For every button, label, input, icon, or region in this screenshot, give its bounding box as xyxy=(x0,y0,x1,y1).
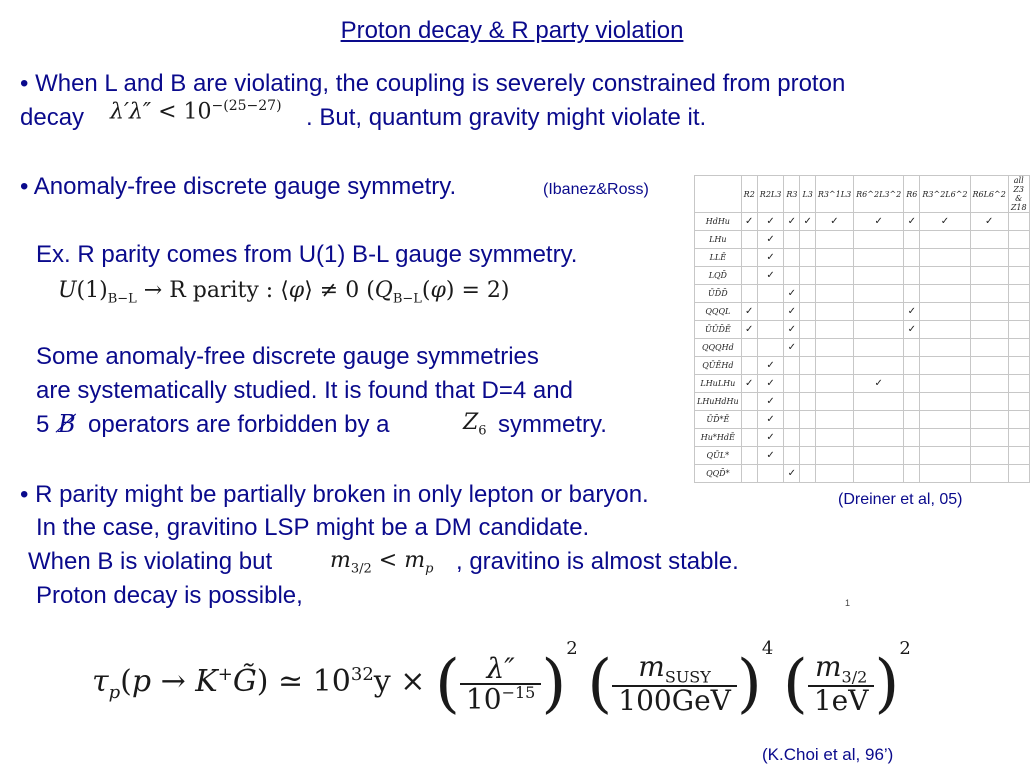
checkmark-cell: ✓ xyxy=(757,357,784,375)
checkmark-cell xyxy=(800,231,815,249)
bullet3-line3-post: , gravitino is almost stable. xyxy=(456,548,739,575)
checkmark-cell: ✓ xyxy=(757,393,784,411)
checkmark-cell xyxy=(1008,213,1029,231)
checkmark-cell xyxy=(784,429,800,447)
checkmark-cell xyxy=(784,357,800,375)
checkmark-cell xyxy=(920,267,970,285)
checkmark-cell xyxy=(1008,429,1029,447)
checkmark-cell xyxy=(970,447,1008,465)
bullet1-line1: • When L and B are violating, the coupling is severely constrained from proton xyxy=(20,70,846,97)
checkmark-cell: ✓ xyxy=(757,447,784,465)
checkmark-cell: ✓ xyxy=(784,339,800,357)
bullet3-line2: In the case, gravitino LSP might be a DM candidate. xyxy=(36,514,590,541)
table-header-cell: R6L6^2 xyxy=(970,176,1008,213)
checkmark-cell xyxy=(970,357,1008,375)
checkmark-cell: ✓ xyxy=(854,213,904,231)
checkmark-cell xyxy=(904,285,920,303)
checkmark-cell: ✓ xyxy=(904,213,920,231)
checkmark-cell xyxy=(920,321,970,339)
checkmark-cell xyxy=(815,303,853,321)
table-row xyxy=(695,321,1030,339)
table-row xyxy=(695,249,1030,267)
b-slash-symbol: B̸ xyxy=(58,410,76,438)
discrete-symmetry-table xyxy=(694,175,1030,483)
checkmark-cell xyxy=(970,231,1008,249)
checkmark-cell xyxy=(970,375,1008,393)
checkmark-cell xyxy=(854,249,904,267)
checkmark-cell xyxy=(904,339,920,357)
table-row xyxy=(695,339,1030,357)
bullet1-line2-post: . But, quantum gravity might violate it. xyxy=(306,104,707,131)
checkmark-cell: ✓ xyxy=(741,303,757,321)
checkmark-cell xyxy=(970,429,1008,447)
checkmark-cell xyxy=(1008,393,1029,411)
checkmark-cell xyxy=(815,429,853,447)
checkmark-cell xyxy=(970,285,1008,303)
checkmark-cell xyxy=(757,339,784,357)
checkmark-cell xyxy=(800,357,815,375)
checkmark-cell xyxy=(920,393,970,411)
table-row xyxy=(695,393,1030,411)
checkmark-cell xyxy=(1008,339,1029,357)
checkmark-cell xyxy=(970,465,1008,483)
checkmark-cell xyxy=(800,411,815,429)
bullet2-text: • Anomaly-free discrete gauge symmetry. xyxy=(20,173,457,200)
checkmark-cell xyxy=(854,285,904,303)
table-header-cell: R2 xyxy=(741,176,757,213)
proton-lifetime-formula: $\tau_p(p$ → K+G̃) ≃ $10^{32}y$ × ( $\frac{\lambda''}{10^{-15}}$ )$^2$ ( $\frac{m_{SUSY}}{\text{100GeV}}$ )$^4$ ( $\frac{m_{3/2}}{1eV}$ )$^2$ xyxy=(92,638,911,721)
checkmark-cell xyxy=(970,393,1008,411)
checkmark-cell xyxy=(815,231,853,249)
checkmark-cell xyxy=(904,393,920,411)
operator-cell: ŪŪD̄Ē xyxy=(695,321,742,339)
checkmark-cell xyxy=(854,411,904,429)
checkmark-cell: ✓ xyxy=(757,213,784,231)
checkmark-cell xyxy=(800,429,815,447)
checkmark-cell xyxy=(920,231,970,249)
checkmark-cell xyxy=(757,285,784,303)
checkmark-cell xyxy=(800,285,815,303)
operator-cell: HdHu xyxy=(695,213,742,231)
checkmark-cell xyxy=(815,465,853,483)
checkmark-cell xyxy=(784,447,800,465)
checkmark-cell: ✓ xyxy=(815,213,853,231)
operator-cell: LHuHdHu xyxy=(695,393,742,411)
checkmark-cell xyxy=(1008,465,1029,483)
checkmark-cell xyxy=(1008,267,1029,285)
checkmark-cell xyxy=(741,267,757,285)
operator-cell: QQQHd xyxy=(695,339,742,357)
checkmark-cell xyxy=(741,231,757,249)
checkmark-cell xyxy=(854,321,904,339)
operator-cell: LQD̄ xyxy=(695,267,742,285)
checkmark-cell xyxy=(784,411,800,429)
table-header-cell: L3 xyxy=(800,176,815,213)
checkmark-cell xyxy=(757,465,784,483)
table-header-row xyxy=(695,176,1030,213)
checkmark-cell xyxy=(784,393,800,411)
footer-citation: (K.Choi et al, 96’) xyxy=(762,745,894,764)
operator-cell: ŪD̄*Ē xyxy=(695,411,742,429)
checkmark-cell: ✓ xyxy=(800,213,815,231)
tiny-mark: 1 xyxy=(845,598,851,608)
bullet2-para-line3-pre: 5 xyxy=(36,411,50,438)
table-header-cell: R6^2L3^2 xyxy=(854,176,904,213)
table-row xyxy=(695,429,1030,447)
checkmark-cell xyxy=(784,375,800,393)
bullet1-formula: $\lambda'\lambda'' < 10^{-(25-27)}$ xyxy=(110,98,282,125)
checkmark-cell xyxy=(800,249,815,267)
z6-symbol: $Z_6$ xyxy=(463,410,487,439)
table-header-cell: R2L3 xyxy=(757,176,784,213)
checkmark-cell xyxy=(970,249,1008,267)
checkmark-cell xyxy=(854,267,904,285)
checkmark-cell xyxy=(854,465,904,483)
checkmark-cell xyxy=(1008,411,1029,429)
checkmark-cell xyxy=(920,303,970,321)
table-header-cell xyxy=(695,176,742,213)
checkmark-cell: ✓ xyxy=(757,267,784,285)
checkmark-cell xyxy=(920,339,970,357)
bullet2-para-line3-post: symmetry. xyxy=(498,411,607,438)
checkmark-cell xyxy=(904,411,920,429)
table-row xyxy=(695,213,1030,231)
table-row xyxy=(695,231,1030,249)
checkmark-cell xyxy=(800,393,815,411)
table-row xyxy=(695,357,1030,375)
operator-cell: QŪĒHd xyxy=(695,357,742,375)
checkmark-cell xyxy=(784,249,800,267)
checkmark-cell xyxy=(800,375,815,393)
checkmark-cell xyxy=(741,339,757,357)
bullet3-cite: (Dreiner et al, 05) xyxy=(838,491,963,508)
checkmark-cell xyxy=(1008,231,1029,249)
operator-cell: LLĒ xyxy=(695,249,742,267)
table-header-cell: all Z3 & Z18 xyxy=(1008,176,1029,213)
checkmark-cell: ✓ xyxy=(741,213,757,231)
table-row xyxy=(695,267,1030,285)
checkmark-cell xyxy=(920,429,970,447)
bullet2-para-line2: are systematically studied. It is found that D=4 and xyxy=(36,377,573,404)
operator-cell: Hu*HdĒ xyxy=(695,429,742,447)
checkmark-cell: ✓ xyxy=(741,321,757,339)
checkmark-cell xyxy=(1008,375,1029,393)
checkmark-cell: ✓ xyxy=(904,303,920,321)
checkmark-cell xyxy=(757,321,784,339)
checkmark-cell: ✓ xyxy=(920,213,970,231)
checkmark-cell xyxy=(904,447,920,465)
checkmark-cell: ✓ xyxy=(854,375,904,393)
checkmark-cell xyxy=(741,465,757,483)
checkmark-cell xyxy=(800,267,815,285)
table-row xyxy=(695,285,1030,303)
checkmark-cell xyxy=(800,447,815,465)
table-header-cell: R3^2L6^2 xyxy=(920,176,970,213)
checkmark-cell xyxy=(904,429,920,447)
checkmark-cell xyxy=(920,285,970,303)
checkmark-cell xyxy=(741,393,757,411)
checkmark-cell: ✓ xyxy=(757,231,784,249)
checkmark-cell xyxy=(741,285,757,303)
table-header-cell: R3^1L3 xyxy=(815,176,853,213)
checkmark-cell xyxy=(815,267,853,285)
table-row xyxy=(695,447,1030,465)
operator-cell: LHuLHu xyxy=(695,375,742,393)
checkmark-cell xyxy=(815,285,853,303)
checkmark-cell xyxy=(741,411,757,429)
checkmark-cell xyxy=(920,357,970,375)
bullet3-line3-pre: When B is violating but xyxy=(28,548,273,575)
checkmark-cell xyxy=(741,357,757,375)
checkmark-cell: ✓ xyxy=(757,375,784,393)
checkmark-cell xyxy=(920,249,970,267)
checkmark-cell xyxy=(784,267,800,285)
checkmark-cell xyxy=(970,303,1008,321)
checkmark-cell xyxy=(854,303,904,321)
bullet2-example: Ex. R parity comes from U(1) B-L gauge symmetry. xyxy=(36,241,578,268)
checkmark-cell xyxy=(970,321,1008,339)
checkmark-cell xyxy=(854,339,904,357)
checkmark-cell xyxy=(904,231,920,249)
checkmark-cell xyxy=(854,429,904,447)
checkmark-cell: ✓ xyxy=(757,429,784,447)
bullet2-formula: $U(1)_{B-L} \to R$ parity : ⟨φ⟩ ≠ 0 $(Q_{B-L}(\varphi) = 2)$ xyxy=(58,278,510,307)
checkmark-cell xyxy=(854,447,904,465)
table-row xyxy=(695,411,1030,429)
checkmark-cell xyxy=(920,447,970,465)
checkmark-cell xyxy=(904,375,920,393)
checkmark-cell xyxy=(1008,285,1029,303)
checkmark-cell: ✓ xyxy=(784,321,800,339)
checkmark-cell xyxy=(920,465,970,483)
checkmark-cell xyxy=(815,447,853,465)
checkmark-cell: ✓ xyxy=(970,213,1008,231)
checkmark-cell xyxy=(757,303,784,321)
checkmark-cell xyxy=(920,411,970,429)
checkmark-cell xyxy=(904,249,920,267)
table-header-cell: R3 xyxy=(784,176,800,213)
table-row xyxy=(695,303,1030,321)
checkmark-cell: ✓ xyxy=(741,375,757,393)
bullet3-line1: • R parity might be partially broken in only lepton or baryon. xyxy=(20,481,649,508)
table-row xyxy=(695,465,1030,483)
checkmark-cell: ✓ xyxy=(784,285,800,303)
checkmark-cell xyxy=(1008,303,1029,321)
checkmark-cell xyxy=(904,267,920,285)
checkmark-cell xyxy=(800,321,815,339)
checkmark-cell xyxy=(970,411,1008,429)
bullet2-para-line1: Some anomaly-free discrete gauge symmetries xyxy=(36,343,539,370)
checkmark-cell: ✓ xyxy=(784,303,800,321)
checkmark-cell xyxy=(800,339,815,357)
checkmark-cell xyxy=(815,339,853,357)
checkmark-cell: ✓ xyxy=(757,249,784,267)
table-header-cell: R6 xyxy=(904,176,920,213)
checkmark-cell xyxy=(815,411,853,429)
bullet2-para-line3-mid: operators are forbidden by a xyxy=(88,411,390,438)
operator-cell: QQQL xyxy=(695,303,742,321)
operator-cell: QŪL* xyxy=(695,447,742,465)
operator-cell: ŪD̄D̄ xyxy=(695,285,742,303)
table-row xyxy=(695,375,1030,393)
checkmark-cell xyxy=(854,231,904,249)
checkmark-cell xyxy=(815,375,853,393)
bullet2-cite: (Ibanez&Ross) xyxy=(543,181,649,198)
checkmark-cell xyxy=(970,267,1008,285)
checkmark-cell xyxy=(1008,321,1029,339)
checkmark-cell xyxy=(815,249,853,267)
operator-cell: LHu xyxy=(695,231,742,249)
checkmark-cell xyxy=(1008,249,1029,267)
slide-title: Proton decay & R party violation xyxy=(340,17,684,44)
bullet1-line2-pre: decay xyxy=(20,104,85,131)
bullet3-line4: Proton decay is possible, xyxy=(36,582,303,609)
checkmark-cell xyxy=(800,465,815,483)
checkmark-cell xyxy=(970,339,1008,357)
checkmark-cell xyxy=(741,447,757,465)
checkmark-cell: ✓ xyxy=(757,411,784,429)
checkmark-cell: ✓ xyxy=(904,321,920,339)
checkmark-cell xyxy=(920,375,970,393)
checkmark-cell: ✓ xyxy=(784,465,800,483)
gravitino-mass-inequality: $m_{3/2} < m_p$ xyxy=(330,548,434,577)
checkmark-cell xyxy=(854,393,904,411)
checkmark-cell xyxy=(815,393,853,411)
checkmark-cell xyxy=(904,357,920,375)
checkmark-cell xyxy=(815,357,853,375)
checkmark-cell xyxy=(854,357,904,375)
checkmark-cell: ✓ xyxy=(784,213,800,231)
checkmark-cell xyxy=(784,231,800,249)
checkmark-cell xyxy=(800,303,815,321)
checkmark-cell xyxy=(1008,357,1029,375)
checkmark-cell xyxy=(1008,447,1029,465)
checkmark-cell xyxy=(741,249,757,267)
operator-cell: QQD̄* xyxy=(695,465,742,483)
checkmark-cell xyxy=(741,429,757,447)
checkmark-cell xyxy=(815,321,853,339)
checkmark-cell xyxy=(904,465,920,483)
